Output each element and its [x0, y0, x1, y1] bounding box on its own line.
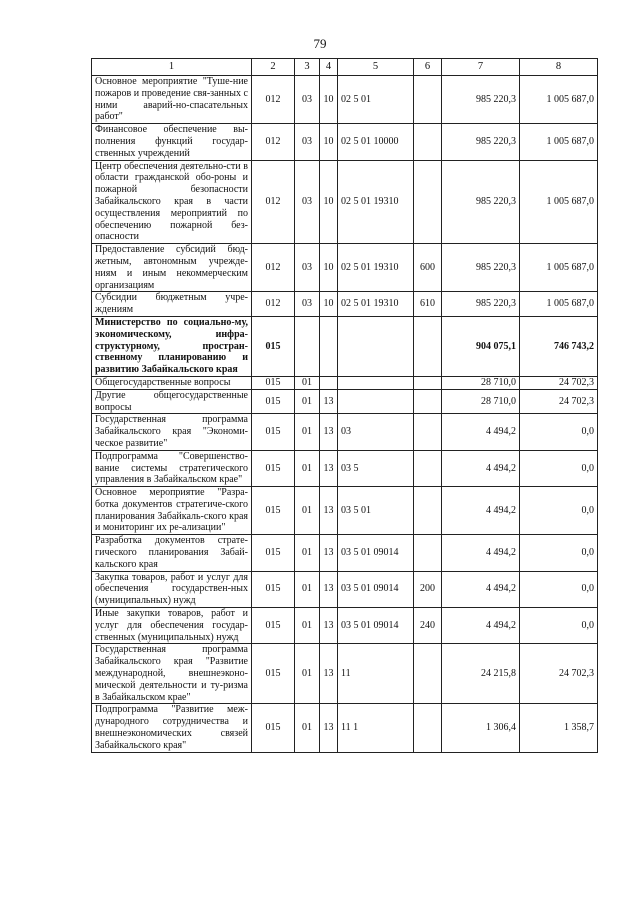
column-header: 8 — [520, 59, 598, 76]
amount-year1-cell: 985 220,3 — [442, 160, 520, 244]
amount-year1-cell: 4 494,2 — [442, 487, 520, 535]
grbs-cell: 015 — [252, 644, 295, 704]
row-name-cell: Другие общегосударственные вопросы — [92, 389, 252, 414]
amount-year1-cell: 28 710,0 — [442, 389, 520, 414]
section-cell: 01 — [295, 704, 320, 752]
amount-year1-cell: 4 494,2 — [442, 450, 520, 486]
grbs-cell: 012 — [252, 76, 295, 124]
section-cell: 03 — [295, 124, 320, 160]
target-article-cell: 03 5 — [338, 450, 414, 486]
expense-type-cell — [414, 535, 442, 571]
section-cell — [295, 316, 320, 376]
expense-type-cell: 200 — [414, 571, 442, 607]
expense-type-cell — [414, 160, 442, 244]
amount-year2-cell: 746 743,2 — [520, 316, 598, 376]
target-article-cell — [338, 376, 414, 389]
amount-year2-cell: 1 005 687,0 — [520, 244, 598, 292]
row-name-cell: Финансовое обеспечение вы-полнения функций государ-ственных учреждений — [92, 124, 252, 160]
subsection-cell: 13 — [320, 414, 338, 450]
section-cell: 01 — [295, 608, 320, 644]
table-row — [92, 124, 598, 160]
amount-year1-cell: 4 494,2 — [442, 535, 520, 571]
grbs-cell: 012 — [252, 124, 295, 160]
subsection-cell: 10 — [320, 244, 338, 292]
amount-year2-cell: 0,0 — [520, 571, 598, 607]
subsection-cell: 13 — [320, 704, 338, 752]
amount-year2-cell: 0,0 — [520, 608, 598, 644]
table-row — [92, 376, 598, 389]
amount-year1-cell: 4 494,2 — [442, 414, 520, 450]
grbs-cell: 015 — [252, 487, 295, 535]
page-number: 79 — [313, 36, 327, 51]
target-article-cell: 02 5 01 — [338, 76, 414, 124]
row-name-cell: Предоставление субсидий бюд-жетным, автономным учрежде-ниям и иным некоммерческим организациям — [92, 244, 252, 292]
expense-type-cell: 600 — [414, 244, 442, 292]
subsection-cell: 10 — [320, 124, 338, 160]
table-row — [92, 414, 598, 450]
subsection-cell: 10 — [320, 292, 338, 317]
section-cell: 01 — [295, 389, 320, 414]
amount-year2-cell: 24 702,3 — [520, 644, 598, 704]
section-cell: 01 — [295, 487, 320, 535]
section-cell: 01 — [295, 644, 320, 704]
grbs-cell: 015 — [252, 376, 295, 389]
amount-year2-cell: 0,0 — [520, 535, 598, 571]
expense-type-cell — [414, 376, 442, 389]
table-row — [92, 160, 598, 244]
subsection-cell: 10 — [320, 160, 338, 244]
row-name-cell: Основное мероприятие "Разра-ботка документов стратегиче-ского планирования Забайкаль-ского края и мониторинг их ре-ализации" — [92, 487, 252, 535]
subsection-cell — [320, 316, 338, 376]
expense-type-cell — [414, 450, 442, 486]
subsection-cell: 13 — [320, 644, 338, 704]
table-row — [92, 535, 598, 571]
grbs-cell: 015 — [252, 316, 295, 376]
row-name-cell: Министерство по социально-му, экономическому, инфра-структурному, простран-ственному планированию и развитию Забайкальского края — [92, 316, 252, 376]
table-row — [92, 644, 598, 704]
row-name-cell: Субсидии бюджетным учре-ждениям — [92, 292, 252, 317]
amount-year2-cell: 1 005 687,0 — [520, 160, 598, 244]
amount-year1-cell: 904 075,1 — [442, 316, 520, 376]
amount-year1-cell: 24 215,8 — [442, 644, 520, 704]
target-article-cell: 03 5 01 — [338, 487, 414, 535]
amount-year1-cell: 985 220,3 — [442, 244, 520, 292]
subsection-cell: 13 — [320, 450, 338, 486]
grbs-cell: 012 — [252, 292, 295, 317]
expense-type-cell — [414, 644, 442, 704]
row-name-cell: Подпрограмма "Развитие меж-дународного сотрудничества и внешнеэкономических связей Забайкальского края" — [92, 704, 252, 752]
target-article-cell: 11 — [338, 644, 414, 704]
row-name-cell: Государственная программа Забайкальского края "Развитие международной, внешнеэконо-мической деятельности и ту-ризма в Забайкальском крае" — [92, 644, 252, 704]
table-row — [92, 571, 598, 607]
table-row — [92, 389, 598, 414]
target-article-cell: 03 5 01 09014 — [338, 535, 414, 571]
section-cell: 03 — [295, 160, 320, 244]
target-article-cell: 03 — [338, 414, 414, 450]
grbs-cell: 015 — [252, 535, 295, 571]
grbs-cell: 012 — [252, 244, 295, 292]
target-article-cell: 02 5 01 19310 — [338, 160, 414, 244]
target-article-cell: 03 5 01 09014 — [338, 608, 414, 644]
table-row — [92, 704, 598, 752]
amount-year1-cell: 985 220,3 — [442, 124, 520, 160]
grbs-cell: 015 — [252, 414, 295, 450]
section-cell: 01 — [295, 450, 320, 486]
column-header: 3 — [295, 59, 320, 76]
column-header: 5 — [338, 59, 414, 76]
subsection-cell: 13 — [320, 487, 338, 535]
target-article-cell: 02 5 01 19310 — [338, 244, 414, 292]
amount-year2-cell: 1 358,7 — [520, 704, 598, 752]
section-cell: 01 — [295, 376, 320, 389]
target-article-cell: 03 5 01 09014 — [338, 571, 414, 607]
amount-year2-cell: 1 005 687,0 — [520, 124, 598, 160]
expense-type-cell: 610 — [414, 292, 442, 317]
amount-year1-cell: 4 494,2 — [442, 571, 520, 607]
row-name-cell: Общегосударственные вопросы — [92, 376, 252, 389]
amount-year1-cell: 985 220,3 — [442, 292, 520, 317]
row-name-cell: Разработка документов страте-гического планирования Забай-кальского края — [92, 535, 252, 571]
row-name-cell: Основное мероприятие "Туше-ние пожаров и проведение свя-занных с ними аварий-но-спасательных работ" — [92, 76, 252, 124]
subsection-cell: 13 — [320, 571, 338, 607]
row-name-cell: Государственная программа Забайкальского края "Экономи-ческое развитие" — [92, 414, 252, 450]
budget-table — [91, 58, 598, 753]
amount-year2-cell: 0,0 — [520, 487, 598, 535]
table-row — [92, 292, 598, 317]
amount-year1-cell: 1 306,4 — [442, 704, 520, 752]
column-header: 1 — [92, 59, 252, 76]
amount-year2-cell: 0,0 — [520, 450, 598, 486]
expense-type-cell — [414, 414, 442, 450]
grbs-cell: 015 — [252, 608, 295, 644]
column-header: 2 — [252, 59, 295, 76]
column-header: 6 — [414, 59, 442, 76]
grbs-cell: 015 — [252, 389, 295, 414]
target-article-cell: 02 5 01 19310 — [338, 292, 414, 317]
expense-type-cell — [414, 316, 442, 376]
section-cell: 01 — [295, 571, 320, 607]
expense-type-cell — [414, 124, 442, 160]
expense-type-cell — [414, 487, 442, 535]
subsection-cell: 13 — [320, 535, 338, 571]
table-row — [92, 608, 598, 644]
amount-year2-cell: 1 005 687,0 — [520, 292, 598, 317]
amount-year2-cell: 1 005 687,0 — [520, 76, 598, 124]
grbs-cell: 015 — [252, 571, 295, 607]
amount-year1-cell: 28 710,0 — [442, 376, 520, 389]
expense-type-cell: 240 — [414, 608, 442, 644]
column-header: 4 — [320, 59, 338, 76]
table-row — [92, 450, 598, 486]
subsection-cell — [320, 376, 338, 389]
row-name-cell: Подпрограмма "Совершенство-вание системы стратегического управления в Забайкальском крае" — [92, 450, 252, 486]
amount-year2-cell: 24 702,3 — [520, 376, 598, 389]
target-article-cell — [338, 389, 414, 414]
subsection-cell: 10 — [320, 76, 338, 124]
section-cell: 03 — [295, 76, 320, 124]
table-row — [92, 316, 598, 376]
subsection-cell: 13 — [320, 389, 338, 414]
section-cell: 03 — [295, 292, 320, 317]
section-cell: 01 — [295, 535, 320, 571]
row-name-cell: Центр обеспечения деятельно-сти в области гражданской обо-роны и пожарной безопасности Забайкальского края в части осуществления мероприятий по обеспечению пожарной без-опасности — [92, 160, 252, 244]
section-cell: 01 — [295, 414, 320, 450]
section-cell: 03 — [295, 244, 320, 292]
row-name-cell: Закупка товаров, работ и услуг для обеспечения государствен-ных (муниципальных) нужд — [92, 571, 252, 607]
amount-year1-cell: 985 220,3 — [442, 76, 520, 124]
column-header: 7 — [442, 59, 520, 76]
amount-year1-cell: 4 494,2 — [442, 608, 520, 644]
table-row — [92, 76, 598, 124]
target-article-cell: 11 1 — [338, 704, 414, 752]
subsection-cell: 13 — [320, 608, 338, 644]
grbs-cell: 015 — [252, 704, 295, 752]
expense-type-cell — [414, 389, 442, 414]
amount-year2-cell: 24 702,3 — [520, 389, 598, 414]
amount-year2-cell: 0,0 — [520, 414, 598, 450]
table-header-row — [92, 59, 598, 76]
grbs-cell: 015 — [252, 450, 295, 486]
target-article-cell — [338, 316, 414, 376]
table-row — [92, 487, 598, 535]
grbs-cell: 012 — [252, 160, 295, 244]
table-body — [92, 76, 598, 753]
expense-type-cell — [414, 704, 442, 752]
row-name-cell: Иные закупки товаров, работ и услуг для обеспечения государ-ственных (муниципальных) нужд — [92, 608, 252, 644]
expense-type-cell — [414, 76, 442, 124]
target-article-cell: 02 5 01 10000 — [338, 124, 414, 160]
table-row — [92, 244, 598, 292]
